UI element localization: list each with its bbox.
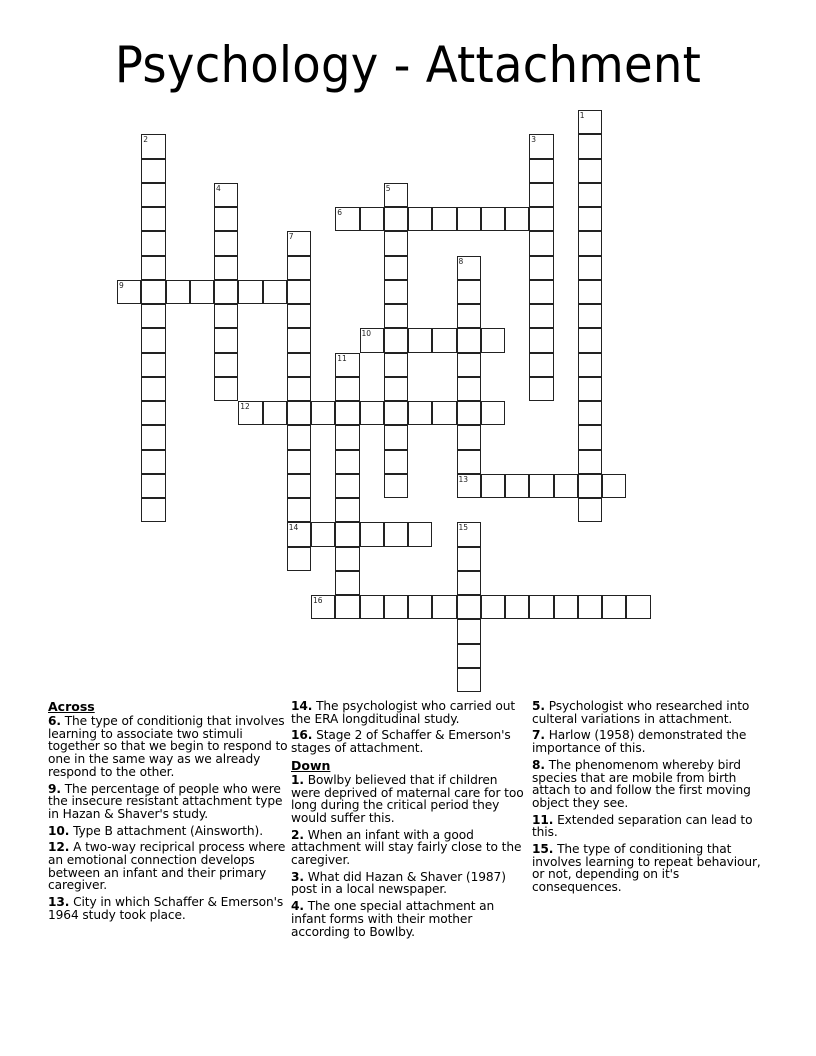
clue-across-10	[48, 825, 288, 838]
grid-cell[interactable]	[335, 522, 359, 546]
grid-cell[interactable]	[141, 450, 165, 474]
grid-cell[interactable]	[578, 304, 602, 328]
clue-number: 9.	[48, 781, 61, 796]
grid-cell[interactable]	[360, 401, 384, 425]
cell-number: 14	[288, 523, 299, 533]
grid-cell[interactable]	[141, 231, 165, 255]
grid-cell[interactable]	[384, 450, 408, 474]
cell-number: 9	[119, 280, 124, 290]
grid-cell[interactable]	[408, 328, 432, 352]
grid-cell[interactable]	[554, 474, 578, 498]
grid-cell[interactable]	[457, 425, 481, 449]
grid-cell[interactable]	[141, 183, 165, 207]
clue-text: Psychologist who researched into culteral variations in attachment.	[532, 699, 750, 726]
grid-cell[interactable]	[214, 207, 238, 231]
grid-cell[interactable]	[408, 401, 432, 425]
grid-cell[interactable]	[626, 595, 650, 619]
clue-number: 15.	[532, 842, 554, 857]
grid-cell[interactable]	[335, 377, 359, 401]
grid-cell[interactable]	[578, 474, 602, 498]
clue-text: Extended separation can lead to this.	[532, 812, 753, 840]
grid-cell[interactable]	[141, 474, 165, 498]
grid-cell[interactable]	[457, 328, 481, 352]
clues-column-2	[291, 700, 527, 942]
grid-cell[interactable]	[360, 328, 384, 352]
grid-cell[interactable]	[335, 547, 359, 571]
clue-down-3	[291, 871, 527, 896]
grid-cell[interactable]	[335, 571, 359, 595]
grid-cell[interactable]	[457, 280, 481, 304]
grid-cell[interactable]	[602, 474, 626, 498]
grid-cell[interactable]	[505, 207, 529, 231]
clue-number: 7.	[532, 728, 545, 743]
clue-down-2	[291, 829, 527, 867]
grid-cell[interactable]	[529, 353, 553, 377]
clue-number: 8.	[532, 757, 545, 772]
grid-cell[interactable]	[335, 207, 359, 231]
across-heading: Across	[48, 699, 95, 714]
grid-cell[interactable]	[457, 619, 481, 643]
grid-cell[interactable]	[457, 256, 481, 280]
grid-cell[interactable]	[457, 304, 481, 328]
clue-number: 6.	[48, 714, 61, 728]
grid-cell[interactable]	[457, 668, 481, 692]
grid-cell[interactable]	[578, 377, 602, 401]
grid-cell[interactable]	[529, 595, 553, 619]
clue-across-16	[291, 729, 527, 754]
clue-text: What did Hazan & Shaver (1987) post in a local newspaper.	[291, 869, 506, 897]
grid-cell[interactable]	[505, 474, 529, 498]
cell-number: 6	[337, 208, 343, 217]
grid-cell[interactable]	[287, 498, 311, 522]
grid-cell[interactable]	[214, 280, 238, 304]
clue-number: 10.	[48, 823, 70, 838]
grid-cell[interactable]	[384, 280, 408, 304]
grid-cell[interactable]	[141, 401, 165, 425]
clue-number: 5.	[532, 699, 545, 713]
grid-cell[interactable]	[384, 231, 408, 255]
grid-cell[interactable]	[287, 231, 311, 255]
grid-cell[interactable]	[335, 450, 359, 474]
grid-cell[interactable]	[602, 595, 626, 619]
clue-number: 4.	[291, 899, 304, 914]
grid-cell[interactable]	[481, 207, 505, 231]
clue-text: Stage 2 of Schaffer & Emerson's stages of attachment.	[291, 728, 511, 756]
grid-cell[interactable]	[578, 425, 602, 449]
grid-cell[interactable]	[238, 401, 262, 425]
grid-cell[interactable]	[117, 280, 141, 304]
grid-cell[interactable]	[384, 522, 408, 546]
grid-cell[interactable]	[578, 595, 602, 619]
clue-text: A two-way reciprical process where an emotional connection develops between an infant and their primary caregiver.	[48, 840, 286, 893]
grid-cell[interactable]	[141, 159, 165, 183]
grid-cell[interactable]	[287, 474, 311, 498]
grid-cell[interactable]	[287, 522, 311, 546]
grid-cell[interactable]	[408, 595, 432, 619]
grid-cell[interactable]	[457, 401, 481, 425]
clue-down-8	[532, 759, 772, 810]
grid-cell[interactable]	[287, 425, 311, 449]
grid-cell[interactable]	[190, 280, 214, 304]
grid-cell[interactable]	[214, 304, 238, 328]
grid-cell[interactable]	[457, 571, 481, 595]
clue-across-13	[48, 896, 288, 921]
grid-cell[interactable]	[335, 595, 359, 619]
clue-down-4	[291, 900, 527, 938]
clue-number: 13.	[48, 895, 70, 910]
grid-cell[interactable]	[360, 522, 384, 546]
grid-cell[interactable]	[457, 377, 481, 401]
grid-cell[interactable]	[214, 231, 238, 255]
grid-cell[interactable]	[481, 401, 505, 425]
grid-cell[interactable]	[529, 377, 553, 401]
grid-cell[interactable]	[578, 207, 602, 231]
grid-cell[interactable]	[141, 134, 165, 158]
grid-cell[interactable]	[529, 328, 553, 352]
grid-cell[interactable]	[384, 256, 408, 280]
grid-cell[interactable]	[554, 595, 578, 619]
grid-cell[interactable]	[578, 183, 602, 207]
clue-number: 11.	[532, 812, 554, 827]
page-title: Psychology - Attachment	[114, 36, 702, 94]
clue-across-9	[48, 783, 288, 821]
clue-number: 3.	[291, 869, 304, 884]
cell-number: 13	[458, 474, 469, 484]
grid-cell[interactable]	[287, 401, 311, 425]
grid-cell[interactable]	[335, 474, 359, 498]
grid-cell[interactable]	[214, 256, 238, 280]
grid-cell[interactable]	[263, 401, 287, 425]
clue-text: City in which Schaffer & Emerson's 1964 study took place.	[48, 895, 284, 922]
grid-cell[interactable]	[578, 110, 602, 134]
clues-column-1	[48, 700, 288, 926]
cell-number: 10	[361, 329, 372, 339]
grid-cell[interactable]	[287, 450, 311, 474]
clue-text: The type of conditioning that involves learning to repeat behaviour, or not, depending on it's consequences.	[532, 842, 761, 895]
grid-cell[interactable]	[214, 377, 238, 401]
grid-cell[interactable]	[287, 328, 311, 352]
grid-cell[interactable]	[529, 304, 553, 328]
grid-cell[interactable]	[529, 256, 553, 280]
grid-cell[interactable]	[335, 401, 359, 425]
grid-cell[interactable]	[141, 353, 165, 377]
grid-cell[interactable]	[335, 425, 359, 449]
clue-across-6	[48, 715, 288, 779]
clue-text: Type B attachment (Ainsworth).	[73, 823, 263, 838]
cell-number: 3	[531, 135, 537, 145]
grid-cell[interactable]	[529, 183, 553, 207]
clue-down-5	[532, 700, 772, 725]
grid-cell[interactable]	[384, 183, 408, 207]
grid-cell[interactable]	[578, 280, 602, 304]
grid-cell[interactable]	[335, 353, 359, 377]
clue-text: Bowlby believed that if children were deprived of maternal care for too long during the critical period they would suffer this.	[291, 772, 524, 825]
grid-cell[interactable]	[141, 304, 165, 328]
grid-cell[interactable]	[457, 450, 481, 474]
grid-cell[interactable]	[457, 353, 481, 377]
cell-number: 1	[579, 111, 585, 120]
cell-number: 12	[240, 402, 250, 411]
grid-cell[interactable]	[360, 207, 384, 231]
clue-across-14	[291, 700, 527, 725]
grid-cell[interactable]	[384, 328, 408, 352]
clue-number: 14.	[291, 699, 313, 713]
grid-cell[interactable]	[384, 401, 408, 425]
grid-cell[interactable]	[457, 474, 481, 498]
grid-cell[interactable]	[384, 304, 408, 328]
grid-cell[interactable]	[578, 328, 602, 352]
grid-cell[interactable]	[166, 280, 190, 304]
grid-cell[interactable]	[287, 280, 311, 304]
cell-number: 16	[313, 596, 323, 605]
grid-cell[interactable]	[408, 522, 432, 546]
grid-cell[interactable]	[384, 377, 408, 401]
grid-cell[interactable]	[287, 304, 311, 328]
grid-cell[interactable]	[384, 474, 408, 498]
grid-cell[interactable]	[141, 328, 165, 352]
grid-cell[interactable]	[578, 353, 602, 377]
grid-cell[interactable]	[141, 280, 165, 304]
cell-number: 8	[458, 256, 464, 266]
grid-cell[interactable]	[578, 498, 602, 522]
cell-number: 4	[216, 183, 221, 193]
clue-text: The phenomenom whereby bird species that are mobile from birth attach to and follow the first moving object they see.	[532, 757, 751, 810]
grid-cell[interactable]	[578, 401, 602, 425]
grid-cell[interactable]	[214, 328, 238, 352]
grid-cell[interactable]	[432, 401, 456, 425]
clue-number: 16.	[291, 728, 313, 743]
grid-cell[interactable]	[214, 353, 238, 377]
grid-cell[interactable]	[141, 207, 165, 231]
grid-cell[interactable]	[287, 547, 311, 571]
grid-cell[interactable]	[578, 159, 602, 183]
clue-across-12	[48, 841, 288, 892]
grid-cell[interactable]	[384, 353, 408, 377]
grid-cell[interactable]	[457, 644, 481, 668]
grid-cell[interactable]	[578, 231, 602, 255]
grid-cell[interactable]	[457, 522, 481, 546]
grid-cell[interactable]	[529, 280, 553, 304]
cell-number: 15	[458, 523, 469, 533]
grid-cell[interactable]	[384, 425, 408, 449]
clue-text: The type of conditionig that involves learning to associate two stimuli together so that we begin to respond to one in the same way as we already respond to the other.	[48, 714, 288, 779]
clue-down-1	[291, 774, 527, 825]
grid-cell[interactable]	[408, 207, 432, 231]
grid-cell[interactable]	[481, 328, 505, 352]
clue-down-7	[532, 729, 772, 754]
cell-number: 11	[337, 353, 347, 363]
grid-cell[interactable]	[360, 595, 384, 619]
grid-cell[interactable]	[432, 595, 456, 619]
grid-cell[interactable]	[529, 207, 553, 231]
grid-cell[interactable]	[263, 280, 287, 304]
grid-cell[interactable]	[238, 280, 262, 304]
clue-text: When an infant with a good attachment will stay fairly close to the caregiver.	[291, 827, 522, 868]
grid-cell[interactable]	[529, 159, 553, 183]
cell-number: 7	[288, 232, 294, 242]
grid-cell[interactable]	[529, 231, 553, 255]
grid-cell[interactable]	[457, 595, 481, 619]
grid-cell[interactable]	[578, 450, 602, 474]
grid-cell[interactable]	[457, 207, 481, 231]
clue-number: 1.	[291, 772, 304, 787]
grid-cell[interactable]	[311, 595, 335, 619]
grid-cell[interactable]	[141, 498, 165, 522]
grid-cell[interactable]	[141, 377, 165, 401]
grid-cell[interactable]	[311, 401, 335, 425]
grid-cell[interactable]	[384, 207, 408, 231]
cell-number: 2	[143, 135, 149, 145]
clue-number: 2.	[291, 827, 304, 842]
clue-number: 12.	[48, 840, 70, 855]
grid-cell[interactable]	[481, 474, 505, 498]
clue-text: The psychologist who carried out the ERA longditudinal study.	[291, 699, 516, 726]
grid-cell[interactable]	[505, 595, 529, 619]
grid-cell[interactable]	[432, 207, 456, 231]
grid-cell[interactable]	[529, 474, 553, 498]
grid-cell[interactable]	[335, 498, 359, 522]
grid-cell[interactable]	[287, 353, 311, 377]
grid-cell[interactable]	[141, 425, 165, 449]
grid-cell[interactable]	[578, 134, 602, 158]
clue-down-11	[532, 814, 772, 839]
clue-text: Harlow (1958) demonstrated the importance of this.	[532, 728, 747, 756]
down-heading: Down	[291, 757, 331, 773]
cell-number: 5	[385, 183, 391, 193]
grid-cell[interactable]	[529, 134, 553, 158]
grid-cell[interactable]	[214, 183, 238, 207]
grid-cell[interactable]	[578, 256, 602, 280]
clue-down-15	[532, 843, 772, 894]
grid-cell[interactable]	[287, 256, 311, 280]
grid-cell[interactable]	[432, 328, 456, 352]
grid-cell[interactable]	[457, 547, 481, 571]
grid-cell[interactable]	[287, 377, 311, 401]
clue-text: The percentage of people who were the insecure resistant attachment type in Hazan & Shaver's study.	[48, 781, 283, 821]
grid-cell[interactable]	[481, 595, 505, 619]
clues-column-3	[532, 700, 772, 898]
grid-cell[interactable]	[141, 256, 165, 280]
grid-cell[interactable]	[311, 522, 335, 546]
grid-cell[interactable]	[384, 595, 408, 619]
clue-text: The one special attachment an infant forms with their mother according to Bowlby.	[291, 899, 495, 939]
